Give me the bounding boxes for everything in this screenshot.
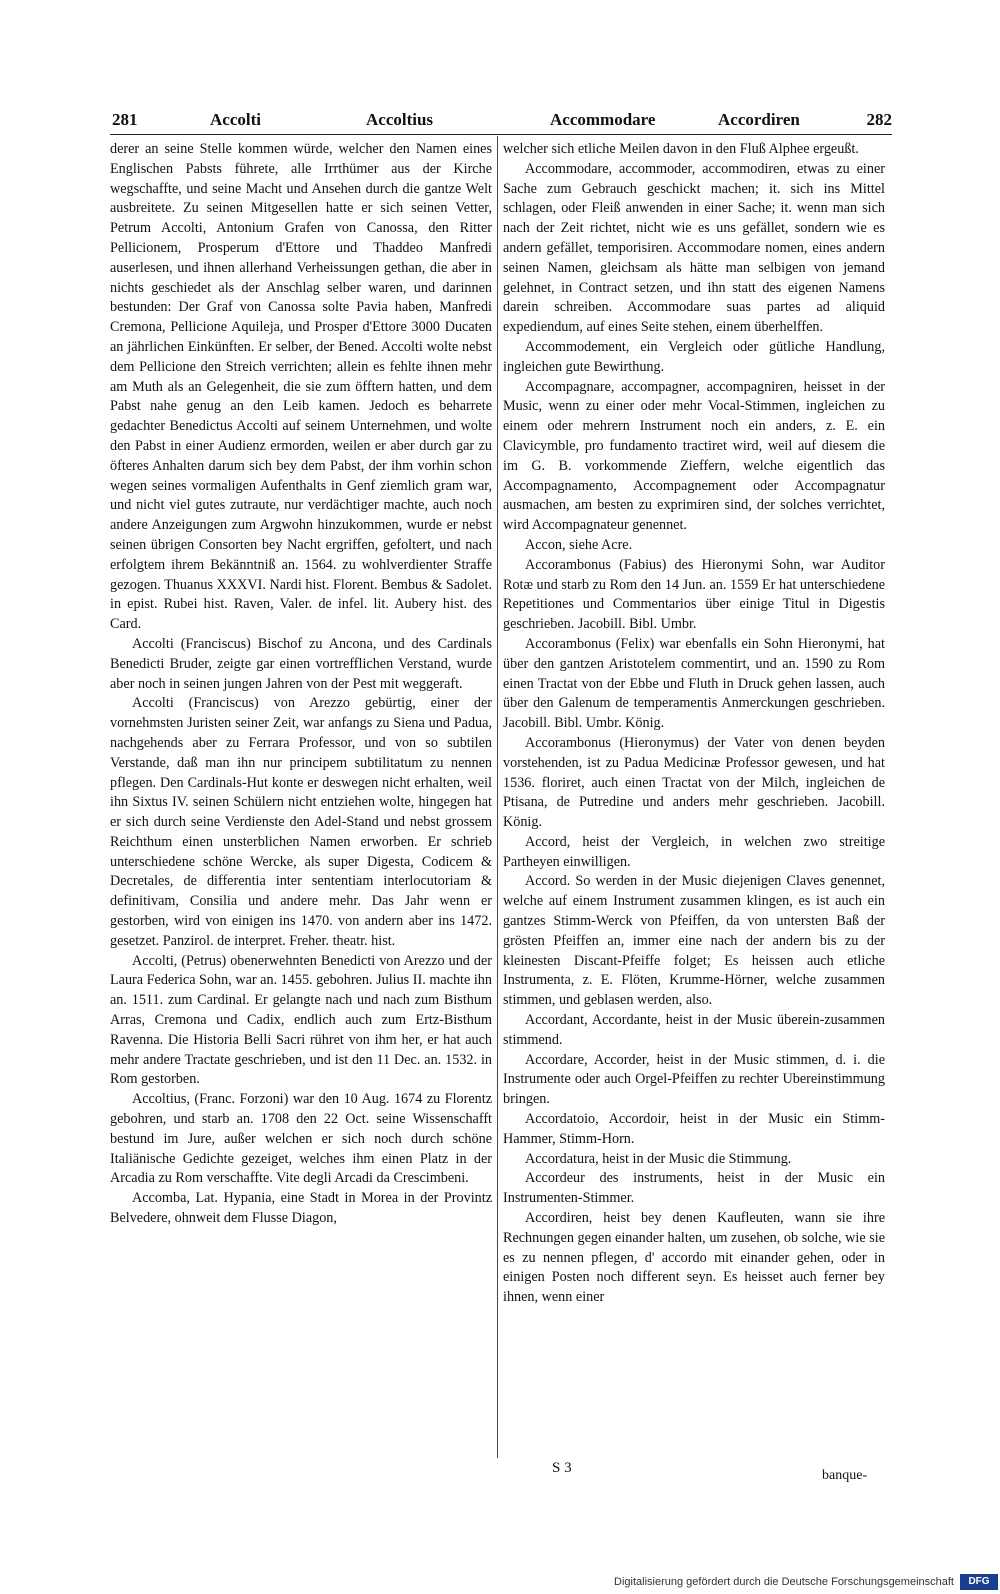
- paragraph: Accorambonus (Fabius) des Hieronymi Sohn, war Auditor Rotæ und starb zu Rom den 14 Jun. an. 1559 Er hat unterschiedene Repetitiones und Commentarios über einige Titul in Digestis geschrieben. Jacobill. Bibl. Umbr.: [503, 556, 885, 633]
- header-word-accordiren: Accordiren: [718, 110, 800, 129]
- catchword: banque-: [822, 1468, 868, 1483]
- page-number-right: 282: [866, 110, 892, 129]
- paragraph: Accommodare, accommoder, accommodiren, etwas zu einer Sache zum Gebrauch geschickt machen; it. sich ins Mittel schlagen, oder Fleiß anwenden in einer Sache; it. wenn man sich nach der Zeit richtet, nicht wie es uns gefället, sondern wie es andern gefället, temporisiren. Accommodare nomen, eines andern seinen Namen, gleichsam als hätte man selbigen von jemand gelehnet, in Contract setzen, und ihn statt des eigenen Namens darein schreiben. Accommodare suas partes ad aliquid expediendum, auf eines Seite stehen, einem überhelffen.: [503, 160, 885, 336]
- paragraph: Accomba, Lat. Hypania, eine Stadt in Morea in der Provintz Belvedere, ohnweit dem Flusse Diagon,: [110, 1190, 492, 1227]
- paragraph: Accordant, Accordante, heist in der Music überein-zusammen stimmend.: [503, 1012, 885, 1048]
- paragraph: Accoltius, (Franc. Forzoni) war den 10 Aug. 1674 zu Florentz gebohren, und starb an. 1708 den 22 Oct. seine Wissenschafft bestund im Jure, außer welchen er sich noch durch schöne Italiänische Gedichte gezeiget, welches ihm einen Platz in der Arcadia zu Rom verschaffte. Vite degli Arcadi da Crescimbeni.: [110, 1091, 492, 1187]
- left-column: [110, 140, 492, 1460]
- digitization-footer: [614, 1572, 1000, 1594]
- footer-credit: Digitalisierung gefördert durch die Deutsche Forschungsgemeinschaft: [614, 1576, 954, 1588]
- paragraph: Accordare, Accorder, heist in der Music stimmen, d. i. die Instrumente oder auch Orgel-Pfeiffen zu rechter Ubereinstimmung bringen.: [503, 1051, 885, 1108]
- paragraph: Accorambonus (Felix) war ebenfalls ein Sohn Hieronymi, hat über den gantzen Aristotelem commentirt, und an. 1590 zu Rom einen Tractat von der Ebbe und Fluth in Druck gehen lassen, auch über den Galenum de temperamentis Anmerckungen geschrieben. Jacobill. Bibl. Umbr. König.: [503, 635, 885, 732]
- paragraph: Accolti, (Petrus) obenerwehnten Benedicti von Arezzo und der Laura Federica Sohn, war an. 1455. gebohren. Julius II. machte ihn an. 1511. zum Cardinal. Er gelangte nach und nach zum Bisthum Arras, Cremona und Cadix, endlich auch zum Ertz-Bisthum Ravenna. Die Historia Belli Sacri rühret von ihm her, er hat auch mehr andere Tractate geschrieben, und ist den 11 Dec. an. 1532. in Rom gestorben.: [110, 952, 492, 1088]
- signature-mark: S 3: [552, 1460, 572, 1476]
- right-column: [503, 140, 885, 1460]
- page-number-left: 281: [112, 110, 138, 129]
- paragraph: Accord. So werden in der Music diejenigen Claves genennet, welche auf einem Instrument zusammen klingen, es ist auch ein gantzes Stimm-Werck von Pfeiffen, da von untersten Baß der grösten Pfeiffen an, immer eine nach der andern bis zu der kleinesten Discant-Pfeiffe folget; Es heissen auch etliche Instrumenta, z. E. Flöten, Krumme-Hörner, welche zusammen stimmen, und geblasen werden, also.: [503, 873, 885, 1009]
- paragraph: Accompagnare, accompagner, accompagniren, heisset in der Music, wenn zu einer oder mehr Vocal-Stimmen, ingleichen zu einem oder mehrern Instrument noch ein anders, z. E. ein Clavicymble, pro fundamento tractiret wird, weil auf diesem die im G. B. vorkommende Zieffern, welche eigentlich das Accompagnamento, Accompagnement oder Accompagnatur ausmachen, am besten zu exprimiren sind, der solches verrichtet, wird Accompagnateur genennet.: [503, 378, 885, 534]
- paragraph: Accon, siehe Acre.: [525, 536, 633, 553]
- paragraph: derer an seine Stelle kommen würde, welcher den Namen eines Englischen Pabsts führete, alle Irrthümer aus der Kirche wegschaffte, und seine Macht und Ansehen durch die gantze Welt ausbreitete. Zu seinen Mitgesellen hatte er sich seinen Vetter, Petrum Accolti, Antonium Grafen von Canossa, den Ritter Pellicionem, Prosperum d'Ettore und Thaddeo Manfredi auserlesen, und ihnen allerhand Verheissungen gethan, die aber in nichts geschiedet als der Anschlag selber waren, und darinnen bestunden: Der Graf von Canossa solte Pavia haben, Manfredi Cremona, Pellicione Aquileja, und Prosper d'Ettore 3000 Ducaten an jährlichen Einkünften. Er selber, der Bened. Accolti wolte nebst dem Pellicione den Streich verrichten; allein es fehlte ihnen mehr am Muth als an Gelegenheit, die sie zum öfftern hatten, und dem Pabst nahe genug an den Leib kamen. Jedoch es beharrete gedachter Benedictus Accolti auf seinem Unternehmen, und wolte den Pabst in einer Audienz ermorden, weilen er aber durch gar zu öfteres Anhalten darum sich bey dem Pabst, der ihm vorhin schon wegen seines vormaligen Aufenthalts in Genf ziemlich gram war, und nicht viel gutes zutraute, nur verdächtiger machte, auch noch andere Anzeigungen zum Argwohn hinzukommen, wurde er nebst seinen übrigen Consorten bey Nacht ergriffen, gefoltert, und nach erfolgtem ihrem Bekänntniß an. 1564. zu wohlverdienter Straffe gezogen. Thuanus XXXVI. Nardi hist. Florent. Bembus & Sadolet. in epist. Rubei hist. Raven, Valer. de infel. lit. Aubery hist. des Card.: [110, 141, 492, 633]
- paragraph: Accord, heist der Vergleich, in welchen zwo streitige Partheyen einwilligen.: [503, 833, 885, 870]
- paragraph: Accolti (Franciscus) Bischof zu Ancona, und des Cardinals Benedicti Bruder, zeigte gar einen vortrefflichen Verstand, wurde aber noch in seinen jungen Jahren von der Pest mit weggeraft.: [110, 635, 492, 692]
- column-divider: [497, 136, 498, 1458]
- paragraph: Accordatura, heist in der Music die Stimmung.: [525, 1150, 792, 1167]
- paragraph: Accordeur des instruments, heist in der Music ein Instrumenten-Stimmer.: [503, 1170, 885, 1207]
- paragraph: welcher sich etliche Meilen davon in den Fluß Alphee ergeußt.: [503, 141, 859, 157]
- header-word-accommodare: Accommodare: [550, 110, 656, 129]
- paragraph: Accorambonus (Hieronymus) der Vater von denen beyden vorstehenden, ist zu Padua Medicinæ Professor gewesen, und hat 1536. floriret, auch einen Tractat von der Milch, ingleichen de Ptisana, de Putredine und anders mehr geschrieben. Jacobill. König.: [503, 734, 885, 831]
- paragraph: Accommodement, ein Vergleich oder gütliche Handlung, ingleichen gute Bewirthung.: [503, 338, 885, 375]
- paragraph: Accordatoio, Accordoir, heist in der Music ein Stimm-Hammer, Stimm-Horn.: [503, 1111, 885, 1147]
- header-word-accolti: Accolti: [210, 110, 261, 129]
- header-word-accoltius: Accoltius: [366, 110, 434, 129]
- paragraph: Accolti (Franciscus) von Arezzo gebürtig, einer der vornehmsten Juristen seiner Zeit, war anfangs zu Siena und Padua, nachgehends aber zu Ferrara Professor, und von so subtilen Verstande, daß man ihn nur principem subtilitatum zu nennen pflegen. Den Cardinals-Hut konte er deswegen nicht erhalten, weil ihn Sixtus IV. seinen Schülern nicht entziehen wolte, hingegen hat er sich durch seine Verdienste den Adel-Stand und nebst grossem Reichthum einen unsterblichen Namen erworben. Er schrieb unterschiedene schöne Wercke, als super Digesta, Codicem & Decretales, de differentia inter sententiam interlocutoriam & definitivam, Consilia und andere mehr. Das Jahr wenn er gestorben, wird von einigen ins 1470. von andern aber ins 1472. gesetzet. Panzirol. de interpret. Freher. theatr. hist.: [110, 695, 492, 949]
- paragraph: Accordiren, heist bey denen Kaufleuten, wann sie ihre Rechnungen gegen einander halten, um zusehen, ob solche, wie sie es zu nennen pflegen, d' accordo mit einander gehen, oder in einigen Posten noch different seyn. Es heisset auch ferner bey ihnen, wenn einer: [503, 1210, 885, 1306]
- dfg-logo-icon: DFG: [960, 1574, 998, 1590]
- header-rule: [110, 134, 892, 135]
- running-header: [112, 110, 892, 136]
